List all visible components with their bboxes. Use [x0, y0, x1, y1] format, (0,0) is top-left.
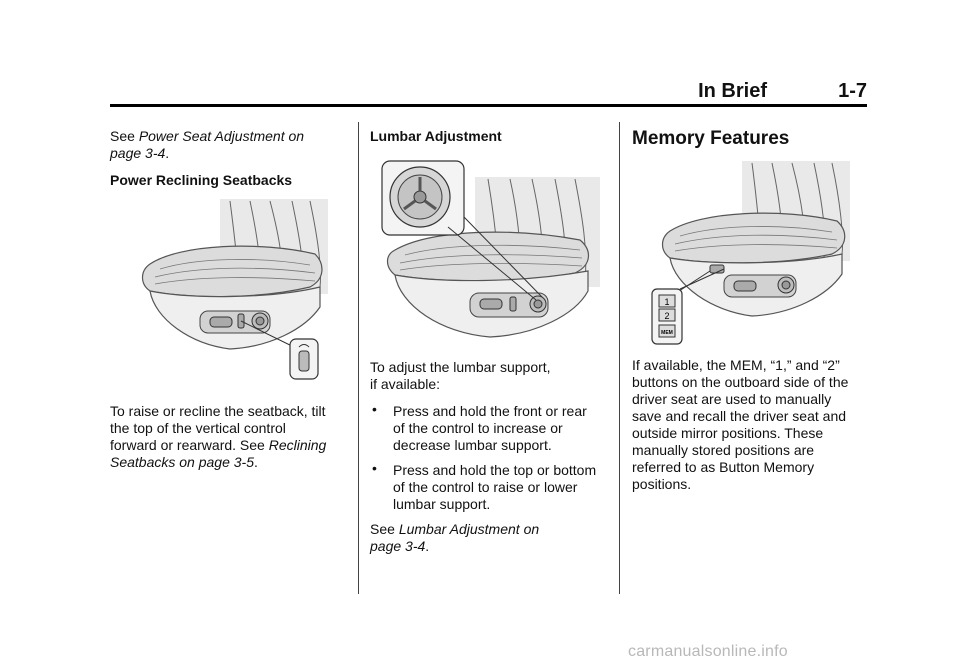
page-number: 1-7	[838, 80, 867, 102]
memory-paragraph: If available, the MEM, “1,” and “2” buttons on the outboard side of the driver seat are used to manually save and recall the driver seat and outside mirror positions. These manually stored positions are referred to as Button Memory positions.	[632, 357, 849, 492]
watermark: carmanualsonline.info	[628, 643, 788, 660]
list-item: • Press and hold the front or rear of the control to increase or decrease lumbar support.	[370, 403, 605, 454]
memory-button-1-label: 1	[664, 297, 670, 307]
cross-reference-link[interactable]: Reclining	[268, 437, 327, 453]
cross-reference-page[interactable]: Seatbacks on page 3-5	[110, 454, 254, 470]
column-1	[110, 128, 340, 481]
reclining-seat-illustration	[110, 199, 340, 395]
cross-reference-page[interactable]: page 3-4	[110, 145, 166, 161]
lumbar-intro: To adjust the lumbar support, if available:	[370, 359, 551, 392]
memory-button-mem-label: MEM	[661, 330, 673, 336]
cross-reference-page[interactable]: page 3-4	[370, 538, 426, 554]
column-divider	[358, 122, 359, 594]
page-header	[110, 78, 867, 107]
reclining-paragraph: To raise or recline the seatback, tilt the top of the vertical control forward or rearward. See Reclining Seatbacks on page 3-5.	[110, 403, 327, 470]
cross-reference-link[interactable]: Power Seat Adjustment on	[138, 128, 305, 144]
memory-seat-illustration	[632, 161, 867, 347]
section-title: In Brief	[698, 80, 767, 102]
see-reference-paragraph: See Power Seat Adjustment on page 3-4.	[110, 128, 305, 161]
subheading-reclining: Power Reclining Seatbacks	[110, 172, 293, 188]
section-heading-memory: Memory Features	[632, 128, 790, 149]
subheading-lumbar: Lumbar Adjustment	[370, 128, 502, 144]
column-2	[370, 128, 605, 565]
column-divider	[619, 122, 620, 594]
column-3	[632, 128, 867, 503]
list-item: • Press and hold the top or bottom of the control to raise or lower lumbar support.	[370, 462, 605, 513]
see-reference-paragraph: See Lumbar Adjustment on page 3-4.	[370, 521, 540, 554]
lumbar-instructions-list	[370, 403, 605, 513]
lumbar-seat-illustration	[370, 155, 605, 351]
cross-reference-link[interactable]: Lumbar Adjustment on	[398, 521, 540, 537]
memory-button-2-label: 2	[664, 311, 670, 321]
